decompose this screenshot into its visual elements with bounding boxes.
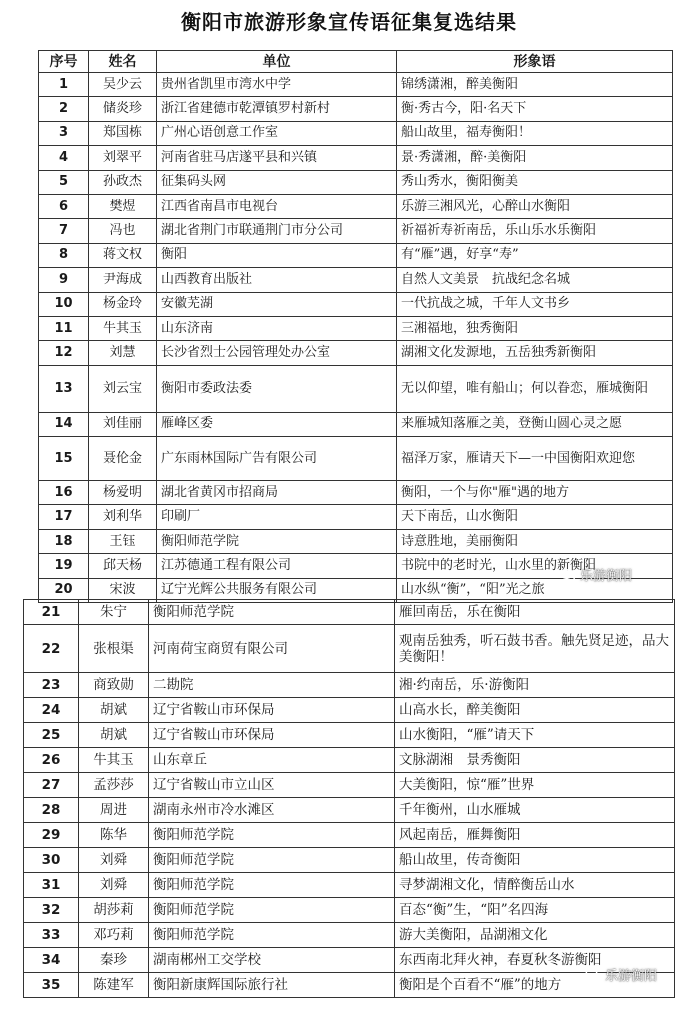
row-name: 樊煜 <box>89 194 157 218</box>
row-number: 30 <box>24 848 79 873</box>
row-slogan: 一代抗战之城，千年人文书乡 <box>397 292 673 316</box>
row-name: 蒋文权 <box>89 243 157 267</box>
row-name: 牛其玉 <box>79 748 149 773</box>
table-row <box>39 316 673 340</box>
row-number: 29 <box>24 823 79 848</box>
row-slogan: 衡阳，一个与你"雁"遇的地方 <box>397 481 673 505</box>
row-slogan: 衡·秀古今，阳·名天下 <box>397 97 673 121</box>
table-row <box>39 365 673 412</box>
row-unit: 衡阳师范学院 <box>149 873 395 898</box>
row-number: 32 <box>24 898 79 923</box>
row-number: 25 <box>24 723 79 748</box>
row-number: 7 <box>39 219 89 243</box>
row-name: 邱天杨 <box>89 554 157 578</box>
table-row <box>39 243 673 267</box>
row-number: 4 <box>39 146 89 170</box>
row-name: 刘舜 <box>79 848 149 873</box>
row-name: 陈华 <box>79 823 149 848</box>
table-row <box>24 748 675 773</box>
row-number: 11 <box>39 316 89 340</box>
row-slogan: 衡阳是个百看不“雁”的地方 <box>395 973 675 998</box>
row-slogan: 三湘福地，独秀衡阳 <box>397 316 673 340</box>
row-number: 2 <box>39 97 89 121</box>
table-row <box>24 873 675 898</box>
row-number: 23 <box>24 673 79 698</box>
table-row <box>39 73 673 97</box>
row-number: 19 <box>39 554 89 578</box>
row-number: 6 <box>39 194 89 218</box>
row-name: 胡斌 <box>79 723 149 748</box>
table-row <box>39 437 673 481</box>
row-slogan: 天下南岳，山水衡阳 <box>397 505 673 529</box>
row-slogan: 福泽万家，雁请天下—一中国衡阳欢迎您 <box>397 437 673 481</box>
row-number: 5 <box>39 170 89 194</box>
table-row <box>24 773 675 798</box>
row-slogan: 锦绣潇湘，醉美衡阳 <box>397 73 673 97</box>
row-number: 16 <box>39 481 89 505</box>
header-slogan: 形象语 <box>397 51 673 73</box>
row-unit: 衡阳师范学院 <box>149 848 395 873</box>
watermark-text: 乐游衡阳 <box>605 969 658 984</box>
wechat-icon <box>585 967 601 983</box>
results-table-part-2 <box>23 599 675 998</box>
row-name: 杨金玲 <box>89 292 157 316</box>
row-unit: 山西教育出版社 <box>157 268 397 292</box>
row-number: 9 <box>39 268 89 292</box>
table-row <box>39 529 673 553</box>
row-unit: 广州心语创意工作室 <box>157 121 397 145</box>
row-name: 张根渠 <box>79 625 149 673</box>
table-row <box>24 898 675 923</box>
page-title: 衡阳市旅游形象宣传语征集复选结果 <box>181 10 517 34</box>
table-row <box>39 146 673 170</box>
row-name: 孟莎莎 <box>79 773 149 798</box>
row-unit: 衡阳师范学院 <box>157 529 397 553</box>
row-number: 8 <box>39 243 89 267</box>
row-name: 孙政杰 <box>89 170 157 194</box>
table-row <box>39 170 673 194</box>
watermark <box>560 565 632 584</box>
row-unit: 浙江省建德市乾潭镇罗村新村 <box>157 97 397 121</box>
table-row <box>24 923 675 948</box>
watermark-text: 乐游衡阳 <box>580 569 633 584</box>
row-number: 20 <box>39 578 89 602</box>
row-slogan: 乐游三湘风光，心醉山水衡阳 <box>397 194 673 218</box>
row-number: 15 <box>39 437 89 481</box>
row-slogan: 有“雁”遇，好享“寿” <box>397 243 673 267</box>
table-row <box>39 412 673 436</box>
table-row <box>24 600 675 625</box>
row-unit: 辽宁省鞍山市立山区 <box>149 773 395 798</box>
row-unit: 雁峰区委 <box>157 412 397 436</box>
row-number: 13 <box>39 365 89 412</box>
row-number: 28 <box>24 798 79 823</box>
row-unit: 衡阳新康辉国际旅行社 <box>149 973 395 998</box>
table-row <box>24 973 675 998</box>
row-name: 陈建军 <box>79 973 149 998</box>
row-slogan: 雁回南岳，乐在衡阳 <box>395 600 675 625</box>
row-name: 宋波 <box>89 578 157 602</box>
row-name: 牛其玉 <box>89 316 157 340</box>
row-name: 周进 <box>79 798 149 823</box>
row-number: 1 <box>39 73 89 97</box>
table-row <box>39 505 673 529</box>
table-row <box>24 723 675 748</box>
row-unit: 江苏德通工程有限公司 <box>157 554 397 578</box>
row-name: 邓巧莉 <box>79 923 149 948</box>
watermark <box>585 965 657 984</box>
header-no: 序号 <box>39 51 89 73</box>
row-number: 18 <box>39 529 89 553</box>
row-number: 31 <box>24 873 79 898</box>
table-row <box>24 625 675 673</box>
row-slogan: 大美衡阳，惊“雁”世界 <box>395 773 675 798</box>
row-name: 储炎珍 <box>89 97 157 121</box>
row-number: 24 <box>24 698 79 723</box>
row-slogan: 东西南北拜火神，春夏秋冬游衡阳 <box>395 948 675 973</box>
row-unit: 衡阳市委政法委 <box>157 365 397 412</box>
row-unit: 二勘院 <box>149 673 395 698</box>
row-unit: 衡阳师范学院 <box>149 923 395 948</box>
row-slogan: 湖湘文化发源地，五岳独秀新衡阳 <box>397 341 673 365</box>
header-name: 姓名 <box>89 51 157 73</box>
row-number: 22 <box>24 625 79 673</box>
row-name: 商致勋 <box>79 673 149 698</box>
row-name: 胡莎莉 <box>79 898 149 923</box>
row-slogan: 山高水长，醉美衡阳 <box>395 698 675 723</box>
row-name: 冯也 <box>89 219 157 243</box>
row-unit: 辽宁光辉公共服务有限公司 <box>157 578 397 602</box>
row-slogan: 自然人文美景 抗战纪念名城 <box>397 268 673 292</box>
row-slogan: 来雁城知落雁之美，登衡山圆心灵之愿 <box>397 412 673 436</box>
row-number: 21 <box>24 600 79 625</box>
row-number: 33 <box>24 923 79 948</box>
row-number: 27 <box>24 773 79 798</box>
row-slogan: 观南岳独秀，听石鼓书香。触先贤足迹，品大美衡阳！ <box>395 625 675 673</box>
row-name: 朱宁 <box>79 600 149 625</box>
row-name: 刘舜 <box>79 873 149 898</box>
row-number: 34 <box>24 948 79 973</box>
row-name: 尹海成 <box>89 268 157 292</box>
row-unit: 征集码头网 <box>157 170 397 194</box>
row-unit: 湖北省荆门市联通荆门市分公司 <box>157 219 397 243</box>
row-unit: 辽宁省鞍山市环保局 <box>149 698 395 723</box>
row-unit: 衡阳师范学院 <box>149 898 395 923</box>
wechat-icon <box>560 567 576 583</box>
row-number: 14 <box>39 412 89 436</box>
row-name: 王钰 <box>89 529 157 553</box>
row-slogan: 风起南岳，雁舞衡阳 <box>395 823 675 848</box>
row-slogan: 山水纵“衡”，“阳”光之旅 <box>397 578 673 602</box>
row-slogan: 千年衡州，山水雁城 <box>395 798 675 823</box>
row-name: 刘云宝 <box>89 365 157 412</box>
row-number: 26 <box>24 748 79 773</box>
row-number: 12 <box>39 341 89 365</box>
table-row <box>39 121 673 145</box>
row-unit: 安徽芜湖 <box>157 292 397 316</box>
row-number: 35 <box>24 973 79 998</box>
row-slogan: 寻梦湖湘文化，情醉衡岳山水 <box>395 873 675 898</box>
row-slogan: 书院中的老时光，山水里的新衡阳 <box>397 554 673 578</box>
row-name: 刘慧 <box>89 341 157 365</box>
table-row <box>24 698 675 723</box>
row-slogan: 无以仰望，唯有船山；何以眷恋，雁城衡阳 <box>397 365 673 412</box>
table-row <box>24 798 675 823</box>
row-slogan: 文脉湖湘 景秀衡阳 <box>395 748 675 773</box>
table-row <box>24 673 675 698</box>
row-unit: 衡阳师范学院 <box>149 823 395 848</box>
row-slogan: 游大美衡阳，品湖湘文化 <box>395 923 675 948</box>
table-row <box>39 219 673 243</box>
table-row <box>39 341 673 365</box>
table-row <box>24 823 675 848</box>
row-unit: 广东雨林国际广告有限公司 <box>157 437 397 481</box>
row-number: 10 <box>39 292 89 316</box>
row-unit: 衡阳 <box>157 243 397 267</box>
row-unit: 河南省驻马店遂平县和兴镇 <box>157 146 397 170</box>
row-unit: 贵州省凯里市湾水中学 <box>157 73 397 97</box>
row-unit: 印刷厂 <box>157 505 397 529</box>
row-name: 刘佳丽 <box>89 412 157 436</box>
row-name: 胡斌 <box>79 698 149 723</box>
row-slogan: 诗意胜地，美丽衡阳 <box>397 529 673 553</box>
row-name: 刘翠平 <box>89 146 157 170</box>
table-row <box>39 268 673 292</box>
results-table-part-1 <box>38 50 673 603</box>
table-row <box>24 948 675 973</box>
table-row <box>39 97 673 121</box>
row-slogan: 祈福祈寿祈南岳，乐山乐水乐衡阳 <box>397 219 673 243</box>
row-name: 秦珍 <box>79 948 149 973</box>
table-row <box>24 848 675 873</box>
row-unit: 衡阳师范学院 <box>149 600 395 625</box>
table-row <box>39 292 673 316</box>
row-name: 杨爱明 <box>89 481 157 505</box>
row-name: 郑国栋 <box>89 121 157 145</box>
row-unit: 湖南永州市冷水滩区 <box>149 798 395 823</box>
header-unit: 单位 <box>157 51 397 73</box>
row-name: 聂伦金 <box>89 437 157 481</box>
row-slogan: 船山故里，传奇衡阳 <box>395 848 675 873</box>
table-row <box>39 194 673 218</box>
row-slogan: 秀山秀水，衡阳衡美 <box>397 170 673 194</box>
row-number: 17 <box>39 505 89 529</box>
row-number: 3 <box>39 121 89 145</box>
row-unit: 河南荷宝商贸有限公司 <box>149 625 395 673</box>
row-slogan: 湘·约南岳，乐·游衡阳 <box>395 673 675 698</box>
row-name: 吴少云 <box>89 73 157 97</box>
row-slogan: 百态“衡”生，“阳”名四海 <box>395 898 675 923</box>
row-slogan: 船山故里，福寿衡阳！ <box>397 121 673 145</box>
row-slogan: 景·秀潇湘，醉·美衡阳 <box>397 146 673 170</box>
row-unit: 山东济南 <box>157 316 397 340</box>
row-unit: 辽宁省鞍山市环保局 <box>149 723 395 748</box>
row-unit: 长沙省烈士公园管理处办公室 <box>157 341 397 365</box>
row-unit: 湖北省黄冈市招商局 <box>157 481 397 505</box>
row-unit: 山东章丘 <box>149 748 395 773</box>
table-row <box>39 481 673 505</box>
row-unit: 湖南郴州工交学校 <box>149 948 395 973</box>
row-unit: 江西省南昌市电视台 <box>157 194 397 218</box>
row-slogan: 山水衡阳，“雁”请天下 <box>395 723 675 748</box>
row-name: 刘利华 <box>89 505 157 529</box>
